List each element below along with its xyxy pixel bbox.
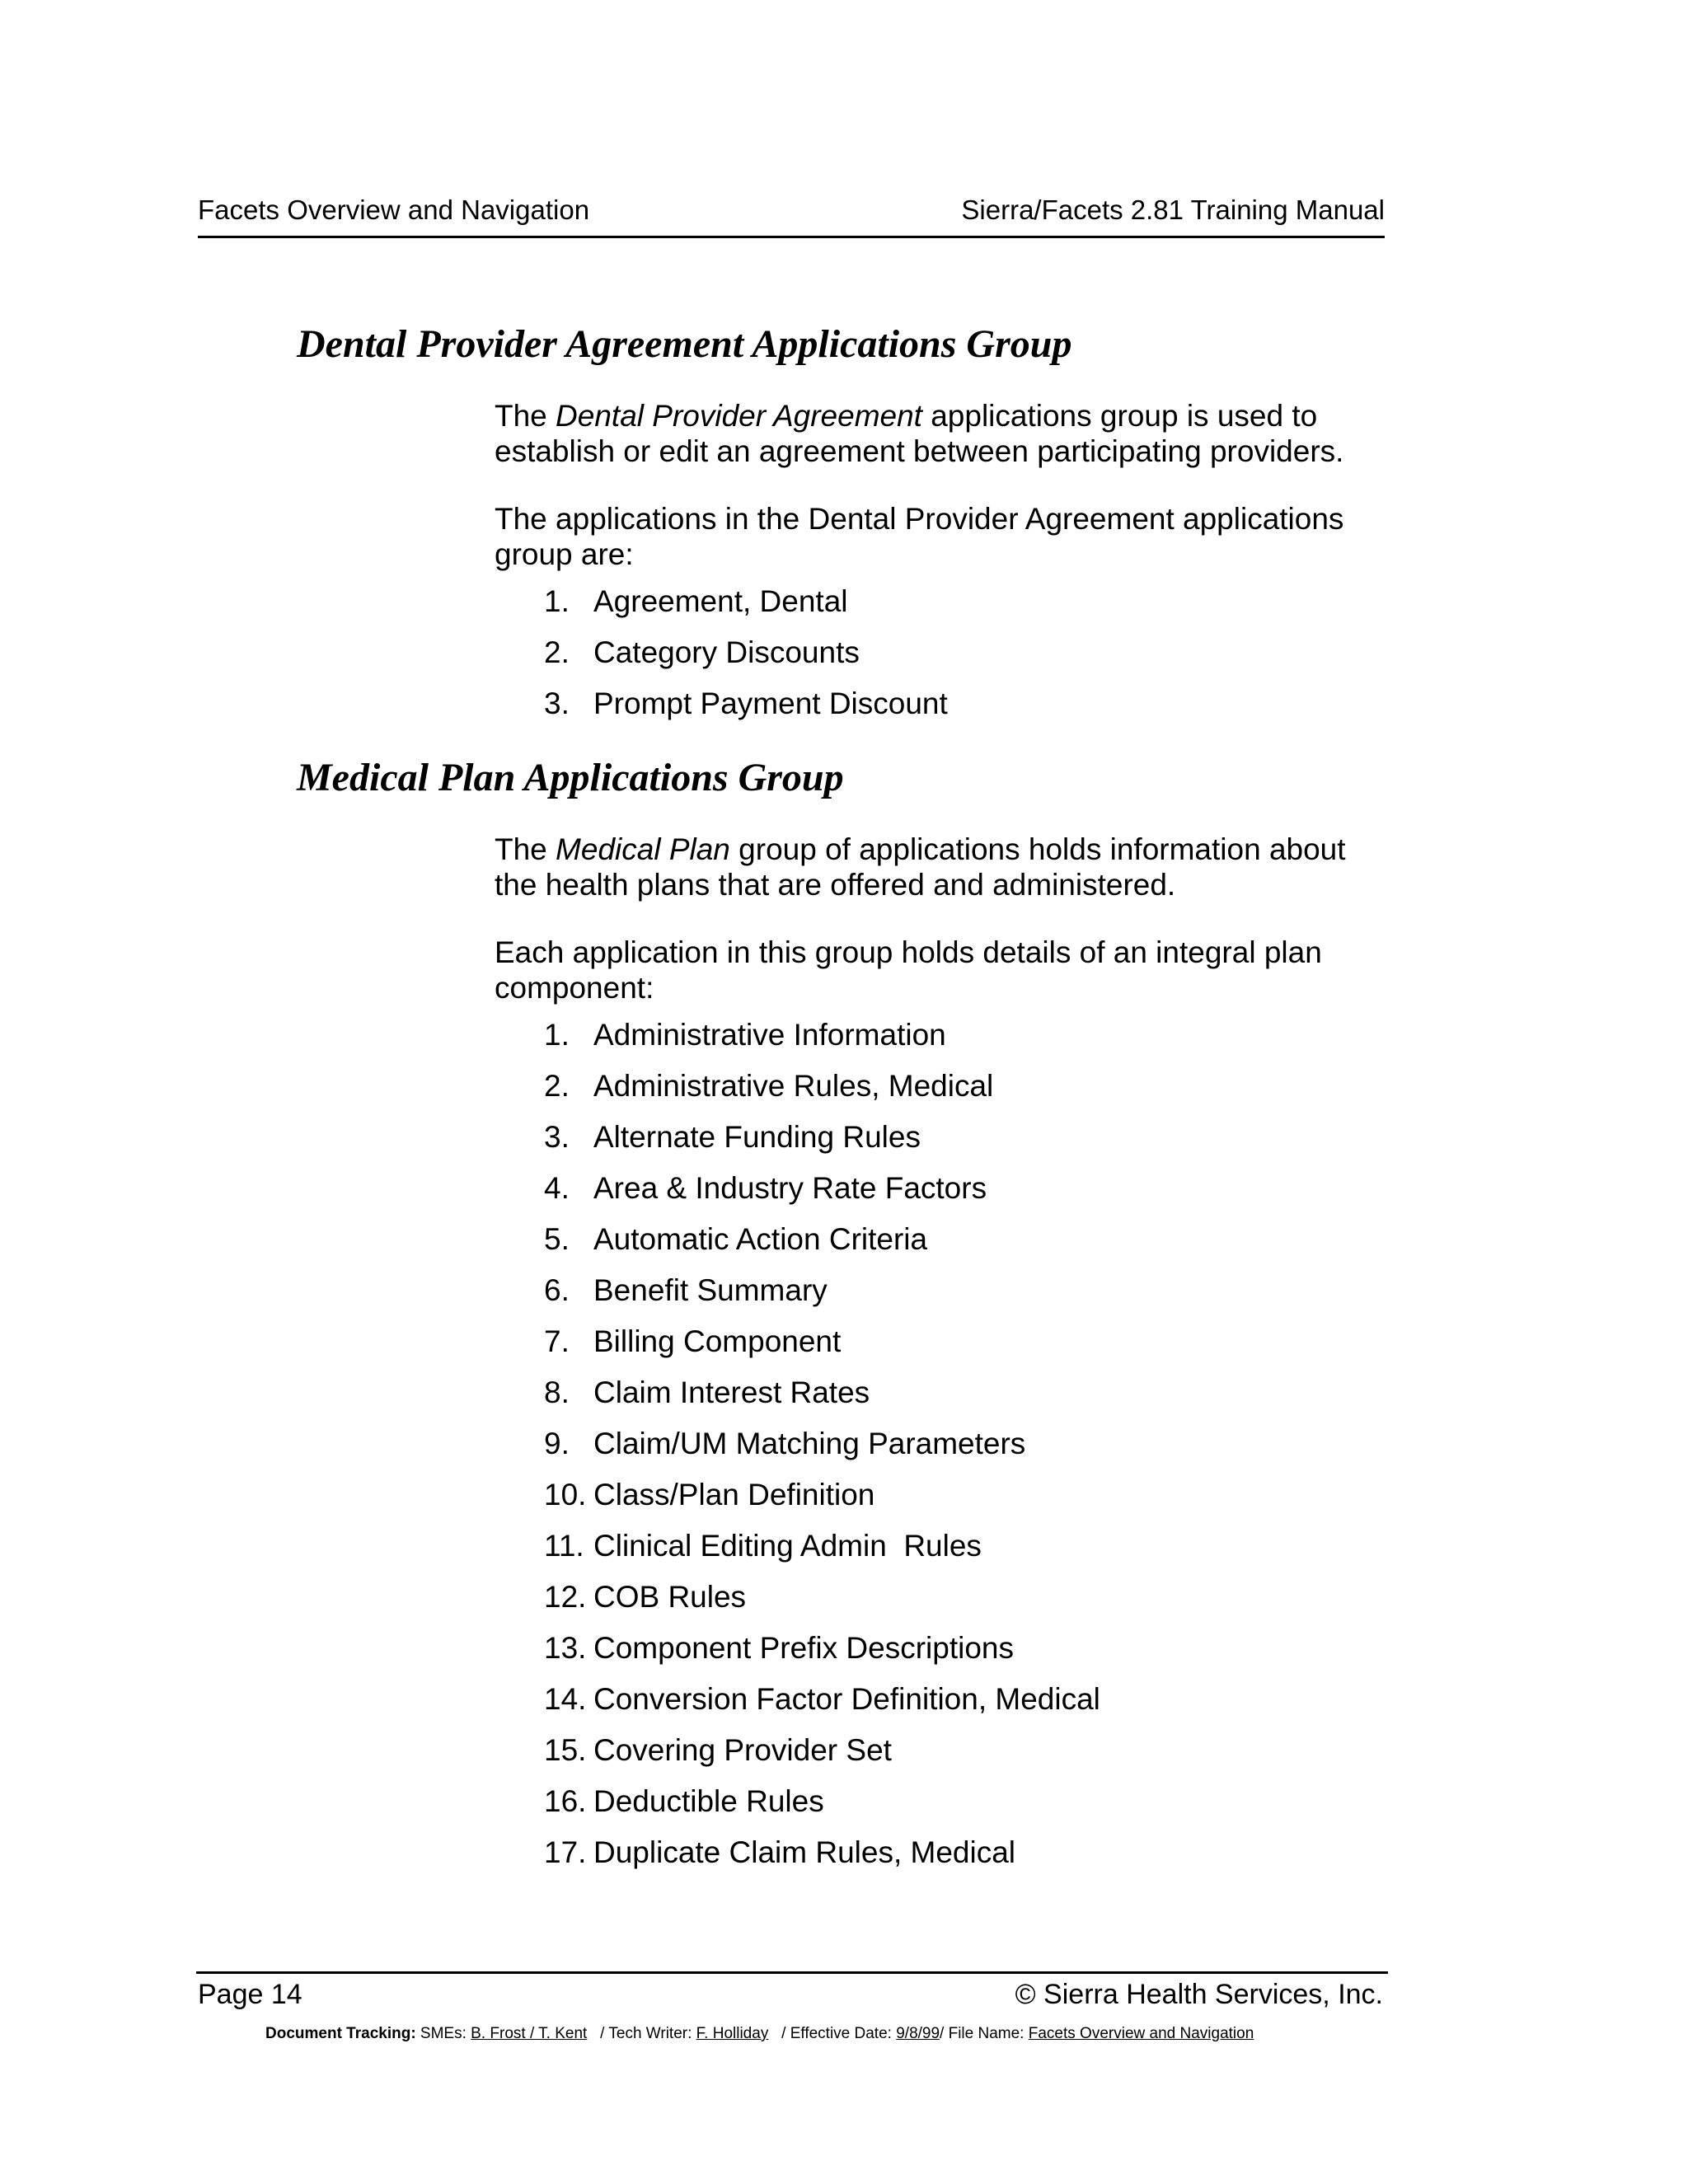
list-item-number: 7. (544, 1324, 570, 1358)
list-item-label: Clinical Editing Admin Rules (593, 1529, 982, 1563)
list-item-label: Claim/UM Matching Parameters (593, 1427, 1026, 1460)
list-item (495, 1017, 1100, 1068)
tracking-label: Document Tracking: (265, 2025, 416, 2042)
header-document-title: Facets Overview and Navigation (198, 194, 590, 225)
list-item-label: Duplicate Claim Rules, Medical (593, 1835, 1016, 1869)
list-item-number: 11. (544, 1529, 584, 1563)
list-item (495, 1324, 1100, 1375)
list-item-label: Administrative Rules, Medical (593, 1069, 994, 1103)
list-item-label: Category Discounts (593, 635, 860, 669)
list-item-label: Agreement, Dental (593, 584, 848, 618)
copyright-notice: © Sierra Health Services, Inc. (1015, 1979, 1383, 2010)
tracking-file: Facets Overview and Navigation (1028, 2025, 1254, 2042)
list-item-label: Automatic Action Criteria (593, 1222, 928, 1256)
list-item-label: Alternate Funding Rules (593, 1120, 921, 1154)
header-manual-title: Sierra/Facets 2.81 Training Manual (961, 194, 1385, 225)
list-item (495, 1783, 1100, 1835)
page-footer (196, 1971, 1388, 2015)
intro-emphasis: Dental Provider Agreement (556, 399, 922, 433)
list-item-number: 3. (544, 1120, 570, 1154)
list-item-number: 16. (544, 1784, 587, 1818)
list-item-number: 10. (544, 1478, 587, 1511)
tracking-field-label: SMEs: (415, 2025, 471, 2042)
list-item-number: 1. (544, 1018, 570, 1052)
list-item (495, 1272, 1100, 1324)
tracking-field-label: / Tech Writer: (587, 2025, 696, 2042)
list-item-number: 13. (544, 1631, 587, 1665)
list-item-number: 3. (544, 687, 570, 720)
list-item-label: Administrative Information (593, 1018, 946, 1052)
list-item-label: Claim Interest Rates (593, 1376, 870, 1409)
document-tracking (265, 2025, 1254, 2043)
tracking-smes: B. Frost / T. Kent (471, 2025, 588, 2042)
list-item-number: 4. (544, 1171, 570, 1205)
list-item-number: 17. (544, 1835, 587, 1869)
list-item-label: Prompt Payment Discount (593, 687, 948, 720)
tracking-writer: F. Holliday (696, 2025, 769, 2042)
tracking-date: 9/8/99 (896, 2025, 940, 2042)
intro-emphasis: Medical Plan (556, 832, 730, 866)
list-item-label: Deductible Rules (593, 1784, 824, 1818)
list-item (495, 1375, 1100, 1426)
list-item (495, 1068, 1100, 1119)
section-lead-dental: The applications in the Dental Provider Agreement applications group are: (495, 502, 1344, 571)
section-heading-medical: Medical Plan Applications Group (297, 756, 844, 799)
application-list-medical (495, 1017, 1100, 1886)
list-item (495, 1835, 1100, 1886)
list-item-number: 12. (544, 1580, 587, 1614)
list-item-number: 14. (544, 1682, 587, 1716)
list-item-label: Area & Industry Rate Factors (593, 1171, 987, 1205)
intro-text: The (495, 832, 556, 866)
list-item (495, 1119, 1100, 1170)
list-item-number: 1. (544, 584, 570, 618)
list-item-label: Class/Plan Definition (593, 1478, 875, 1511)
list-item (495, 1221, 1100, 1272)
list-item-label: Covering Provider Set (593, 1733, 892, 1767)
list-item (495, 1170, 1100, 1221)
application-list-dental (495, 583, 948, 737)
list-item (495, 1681, 1100, 1732)
list-item (495, 1732, 1100, 1783)
section-intro-dental (495, 398, 1385, 469)
tracking-field-label: / Effective Date: (768, 2025, 897, 2042)
section-lead-medical: Each application in this group holds details of an integral plan component: (495, 935, 1322, 1005)
list-item-number: 9. (544, 1427, 570, 1460)
list-item-number: 2. (544, 635, 570, 669)
list-item-number: 15. (544, 1733, 587, 1767)
intro-text: The (495, 399, 556, 433)
intro-text: group of applications holds information about the health plans that are offered and administered. (495, 832, 1346, 902)
list-item (495, 1477, 1100, 1528)
list-item-label: Benefit Summary (593, 1273, 828, 1307)
list-item (495, 686, 948, 737)
list-item (495, 1630, 1100, 1681)
intro-text: applications group is used to establish or edit an agreement between participating providers. (495, 399, 1344, 468)
list-item-label: Conversion Factor Definition, Medical (593, 1682, 1100, 1716)
list-item-number: 6. (544, 1273, 570, 1307)
page-header (198, 194, 1385, 238)
section-intro-medical (495, 832, 1385, 902)
list-item-number: 5. (544, 1222, 570, 1256)
list-item (495, 1528, 1100, 1579)
list-item-label: Billing Component (593, 1324, 842, 1358)
list-item-label: COB Rules (593, 1580, 747, 1614)
page-number: Page 14 (198, 1979, 302, 2010)
section-heading-dental: Dental Provider Agreement Applications Group (297, 322, 1072, 366)
tracking-field-label: / File Name: (940, 2025, 1029, 2042)
list-item (495, 1579, 1100, 1630)
list-item-number: 8. (544, 1376, 570, 1409)
list-item-number: 2. (544, 1069, 570, 1103)
list-item-label: Component Prefix Descriptions (593, 1631, 1014, 1665)
list-item (495, 635, 948, 686)
list-item (495, 1426, 1100, 1477)
list-item (495, 583, 948, 635)
